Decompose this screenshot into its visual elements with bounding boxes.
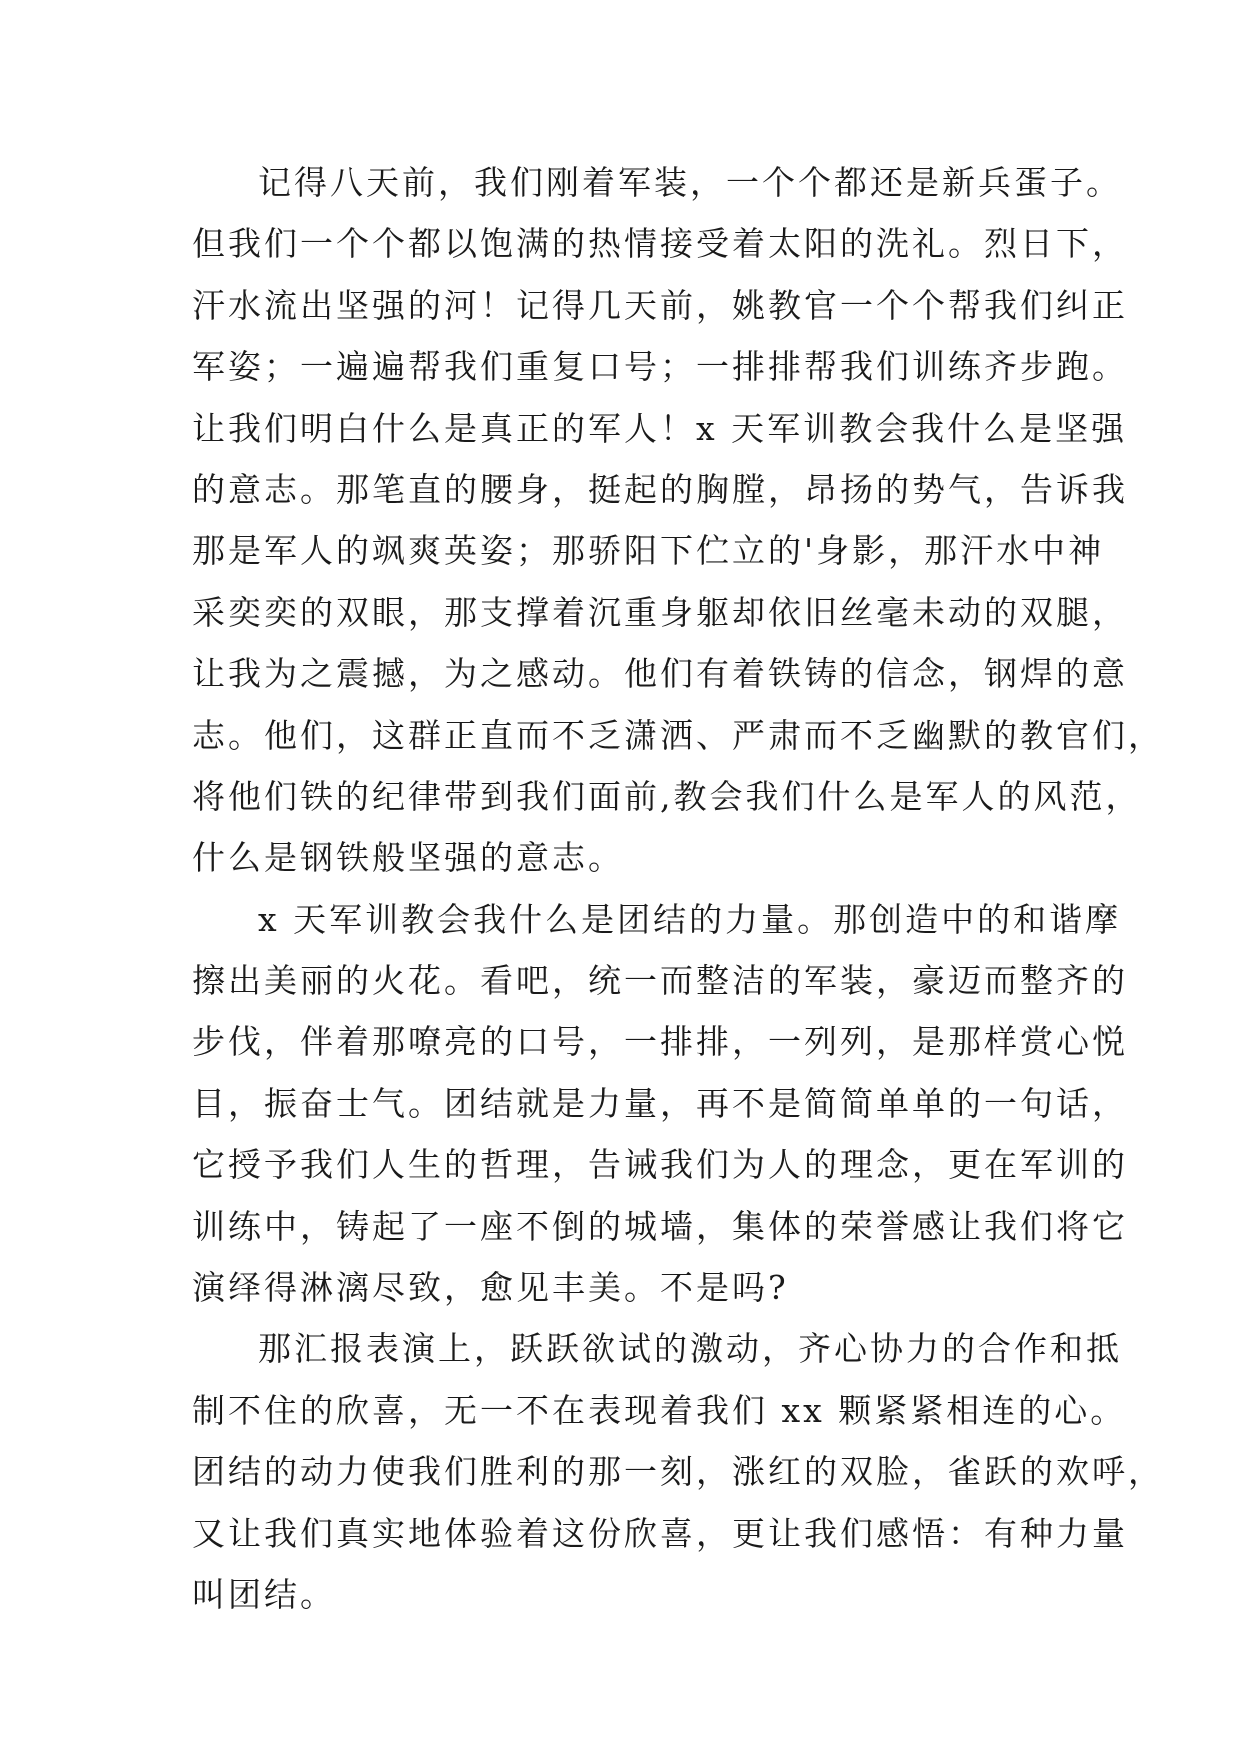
text-line: 步伐，伴着那嘹亮的口号，一排排，一列列，是那样赏心悦 bbox=[192, 1022, 1128, 1062]
text-line: 训练中，铸起了一座不倒的城墙，集体的荣誉感让我们将它 bbox=[192, 1206, 1128, 1246]
text-line: 目，振奋士气。团结就是力量，再不是简简单单的一句话， bbox=[192, 1083, 1128, 1123]
text-line: 又让我们真实地体验着这份欣喜，更让我们感悟：有种力量 bbox=[192, 1513, 1128, 1553]
text-line: 但我们一个个都以饱满的热情接受着太阳的洗礼。烈日下， bbox=[192, 224, 1128, 264]
text-line: 叫团结。 bbox=[192, 1574, 336, 1614]
text-line: x 天军训教会我什么是团结的力量。那创造中的和谐摩 bbox=[258, 899, 1122, 939]
text-line: 它授予我们人生的哲理，告诫我们为人的理念，更在军训的 bbox=[192, 1145, 1128, 1185]
text-line: 那是军人的飒爽英姿；那骄阳下伫立的'身影，那汗水中神 bbox=[192, 531, 1105, 571]
paragraph-3 bbox=[192, 1318, 1164, 1625]
text-line: 擦出美丽的火花。看吧，统一而整洁的军装，豪迈而整齐的 bbox=[192, 961, 1128, 1001]
paragraph-2 bbox=[192, 889, 1128, 1319]
text-line: 让我为之震撼，为之感动。他们有着铁铸的信念，钢焊的意 bbox=[192, 654, 1128, 694]
text-line: 的意志。那笔直的腰身，挺起的胸膛，昂扬的势气，告诉我 bbox=[192, 469, 1128, 509]
text-line: 军姿；一遍遍帮我们重复口号；一排排帮我们训练齐步跑。 bbox=[192, 347, 1128, 387]
text-line: 采奕奕的双眼，那支撑着沉重身躯却依旧丝毫未动的双腿， bbox=[192, 592, 1128, 632]
text-line: 制不住的欣喜，无一不在表现着我们 xx 颗紧紧相连的心。 bbox=[192, 1390, 1127, 1430]
text-line: 演绎得淋漓尽致，愈见丰美。不是吗? bbox=[192, 1268, 789, 1308]
text-line: 团结的动力使我们胜利的那一刻，涨红的双脸，雀跃的欢呼， bbox=[192, 1452, 1164, 1492]
text-line: 记得八天前，我们刚着军装，一个个都还是新兵蛋子。 bbox=[258, 163, 1122, 202]
paragraph-1 bbox=[192, 152, 1164, 889]
text-line: 志。他们，这群正直而不乏潇洒、严肃而不乏幽默的教官们， bbox=[192, 715, 1164, 755]
text-line: 那汇报表演上，跃跃欲试的激动，齐心协力的合作和抵 bbox=[258, 1329, 1122, 1369]
text-line: 让我们明白什么是真正的军人！x 天军训教会我什么是坚强 bbox=[192, 408, 1128, 448]
text-line: 什么是钢铁般坚强的意志。 bbox=[192, 838, 624, 878]
body-text bbox=[192, 152, 1164, 1625]
text-line: 汗水流出坚强的河！记得几天前，姚教官一个个帮我们纠正 bbox=[192, 285, 1128, 325]
text-line: 将他们铁的纪律带到我们面前,教会我们什么是军人的风范， bbox=[192, 776, 1142, 816]
